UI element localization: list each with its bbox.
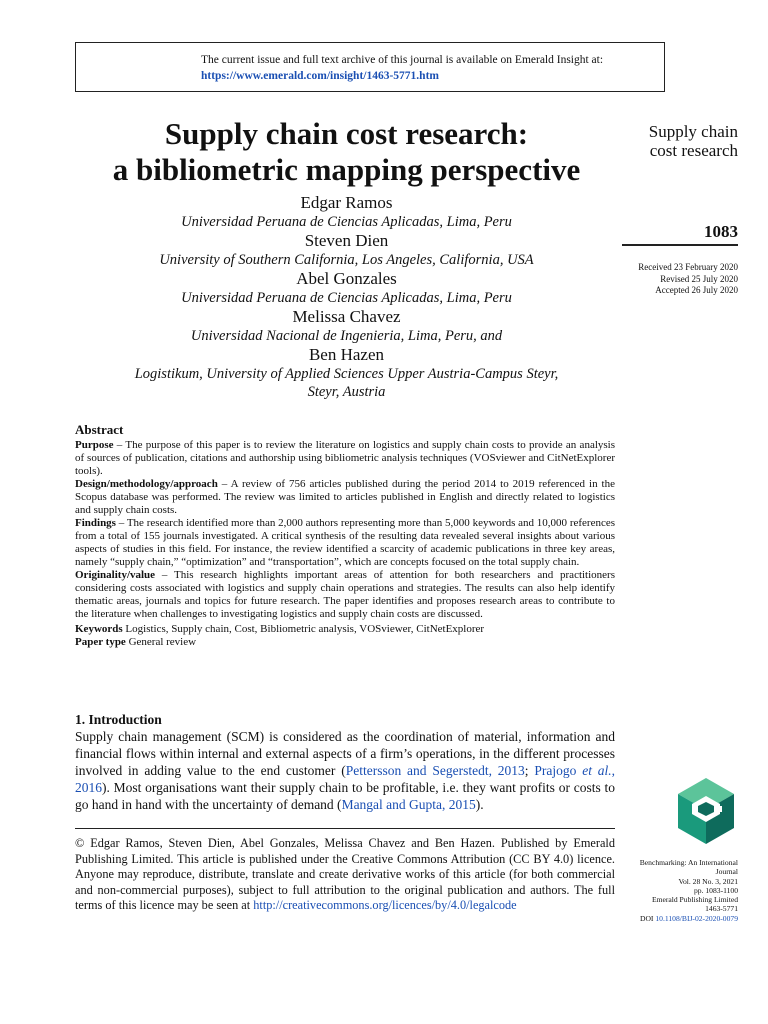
purpose-text: – The purpose of this paper is to review the literature on logistics and supply chain costs to provide an analysis of sources of publication, citations and authorship using bibliometric analysis techniques (VOSviewer and CitNetExplorer tools). <box>75 439 615 477</box>
intro-text-3: ). <box>475 797 484 812</box>
keywords-text: Logistics, Supply chain, Cost, Bibliometric analysis, VOSviewer, CitNetExplorer <box>122 623 485 635</box>
margin-rule <box>622 244 738 246</box>
intro-text-2: ). Most organisations want their supply chain to be profitable, i.e. they want profits or costs to go hand in hand with the uncertainty of demand ( <box>75 780 615 812</box>
citation-link[interactable]: Mangal and Gupta, 2015 <box>341 797 476 812</box>
journal-pages: pp. 1083-1100 <box>693 885 738 895</box>
findings-text: – The research identified more than 2,000 authors representing more than 5,000 keywords and 10,000 references from a total of 155 journals investigated. A critical synthesis of the resulting data revealed several insights about various aspects of studies in this field. For instance, the review identified a scarcity of academic publications in three key areas, namely “supply chain,” “optimization” and “transportation”, which are concepts focused on the total supply chain. <box>75 517 615 568</box>
running-title-line-2: cost research <box>649 141 738 160</box>
citation-link[interactable]: Pettersson and Segerstedt, 2013 <box>345 763 525 778</box>
abstract-keywords <box>75 623 615 636</box>
abstract-design <box>75 478 615 517</box>
footnote-rule <box>75 828 615 829</box>
design-label: Design/methodology/approach <box>75 478 218 490</box>
journal-name-line-1: Benchmarking: An International <box>639 858 738 867</box>
author-name: Melissa Chavez <box>292 307 401 326</box>
author-affiliation: Universidad Peruana de Ciencias Aplicadas, Lima, Peru <box>181 290 512 306</box>
purpose-label: Purpose <box>75 439 114 451</box>
author-affiliation: Universidad Nacional de Ingenieria, Lima, Peru, and <box>190 328 503 344</box>
introduction-heading: 1. Introduction <box>75 712 162 727</box>
introduction-section <box>75 711 615 813</box>
findings-label: Findings <box>75 517 116 529</box>
journal-doi <box>622 914 738 923</box>
journal-logo-icon <box>674 776 738 846</box>
license-link[interactable]: http://creativecommons.org/licences/by/4.0/legalcode <box>253 898 517 912</box>
license-footnote <box>75 836 615 914</box>
citation-year: , 2016 <box>75 763 616 795</box>
abstract-section <box>75 423 615 649</box>
received-date: Received 23 February 2020 <box>638 262 738 272</box>
author-name: Ben Hazen <box>308 345 385 364</box>
journal-issn: 1463-5771 <box>705 904 738 914</box>
doi-link[interactable]: 10.1108/BIJ-02-2020-0079 <box>655 913 738 923</box>
journal-banner <box>75 42 665 92</box>
citation-et-al: et al. <box>582 763 612 778</box>
banner-text: The current issue and full text archive of this journal is available on Emerald Insight at: <box>201 54 604 66</box>
running-title-line-1: Supply chain <box>648 122 738 141</box>
author-name: Abel Gonzales <box>296 269 397 288</box>
author-name: Edgar Ramos <box>300 193 393 212</box>
abstract-findings <box>75 517 615 569</box>
design-text: – A review of 756 articles published during the period 2014 to 2019 referenced in the Scopus database was performed. The review was limited to articles published in English and directly related to logistics and supply chain costs. <box>75 478 615 516</box>
banner-url-link[interactable]: https://www.emerald.com/insight/1463-5771.htm <box>201 70 439 82</box>
keywords-label: Keywords <box>75 623 123 635</box>
author-affiliation: Steyr, Austria <box>307 384 386 400</box>
originality-text: – This research highlights important areas of attention for both researchers and practitioners considering costs associated with logistics and supply chain operations and strategies. The results can also help identify thematic areas, journals and topics for future research. The paper identifies and proposes research areas to contribute to the literature when challenges to investigating logistics and supply chain costs are discussed. <box>75 569 615 620</box>
author-name: Steven Dien <box>304 231 389 250</box>
originality-label: Originality/value <box>75 569 156 581</box>
page-number: 1083 <box>704 222 738 241</box>
article-dates <box>638 262 738 297</box>
doi-label: DOI <box>639 913 656 923</box>
author-affiliation: Logistikum, University of Applied Sciences Upper Austria-Campus Steyr, <box>134 366 559 382</box>
abstract-paper-type <box>75 636 615 649</box>
journal-info <box>622 858 738 923</box>
abstract-purpose <box>75 439 615 478</box>
abstract-originality <box>75 569 615 621</box>
license-text: © Edgar Ramos, Steven Dien, Abel Gonzales, Melissa Chavez and Ben Hazen. Published by Emerald Publishing Limited. This article is published under the Creative Commons Attribution (CC BY 4.0) licence. Anyone may reproduce, distribute, translate and create derivative works of this article (for both commercial and non-commercial purposes), subject to full attribution to the original publication and authors. The full terms of this licence may be seen at <box>75 836 615 912</box>
introduction-paragraph <box>75 728 615 813</box>
title-line-1: Supply chain cost research: <box>164 116 529 151</box>
accepted-date: Accepted 26 July 2020 <box>655 285 738 295</box>
journal-publisher: Emerald Publishing Limited <box>651 895 738 905</box>
journal-name-line-2: Journal <box>715 867 738 877</box>
paper-type-label: Paper type <box>75 636 126 648</box>
author-affiliation: University of Southern California, Los Angeles, California, USA <box>159 252 534 268</box>
author-affiliation: Universidad Peruana de Ciencias Aplicadas, Lima, Peru <box>181 214 512 230</box>
citation-author: Prajogo <box>534 763 583 778</box>
running-title <box>649 122 738 160</box>
title-line-2: a bibliometric mapping perspective <box>112 152 581 187</box>
author-list <box>74 193 619 401</box>
revised-date: Revised 25 July 2020 <box>660 273 738 284</box>
article-title <box>74 116 619 188</box>
paper-type-text: General review <box>125 636 197 648</box>
citation-separator: ; <box>524 763 535 778</box>
abstract-heading: Abstract <box>75 422 124 437</box>
intro-text-1: Supply chain management (SCM) is considered as the coordination of material, information and financial flows within internal and external aspects of a firm’s operations, in the different processes involved in adding value to the end customer ( <box>75 729 615 778</box>
journal-volume: Vol. 28 No. 3, 2021 <box>678 876 738 886</box>
